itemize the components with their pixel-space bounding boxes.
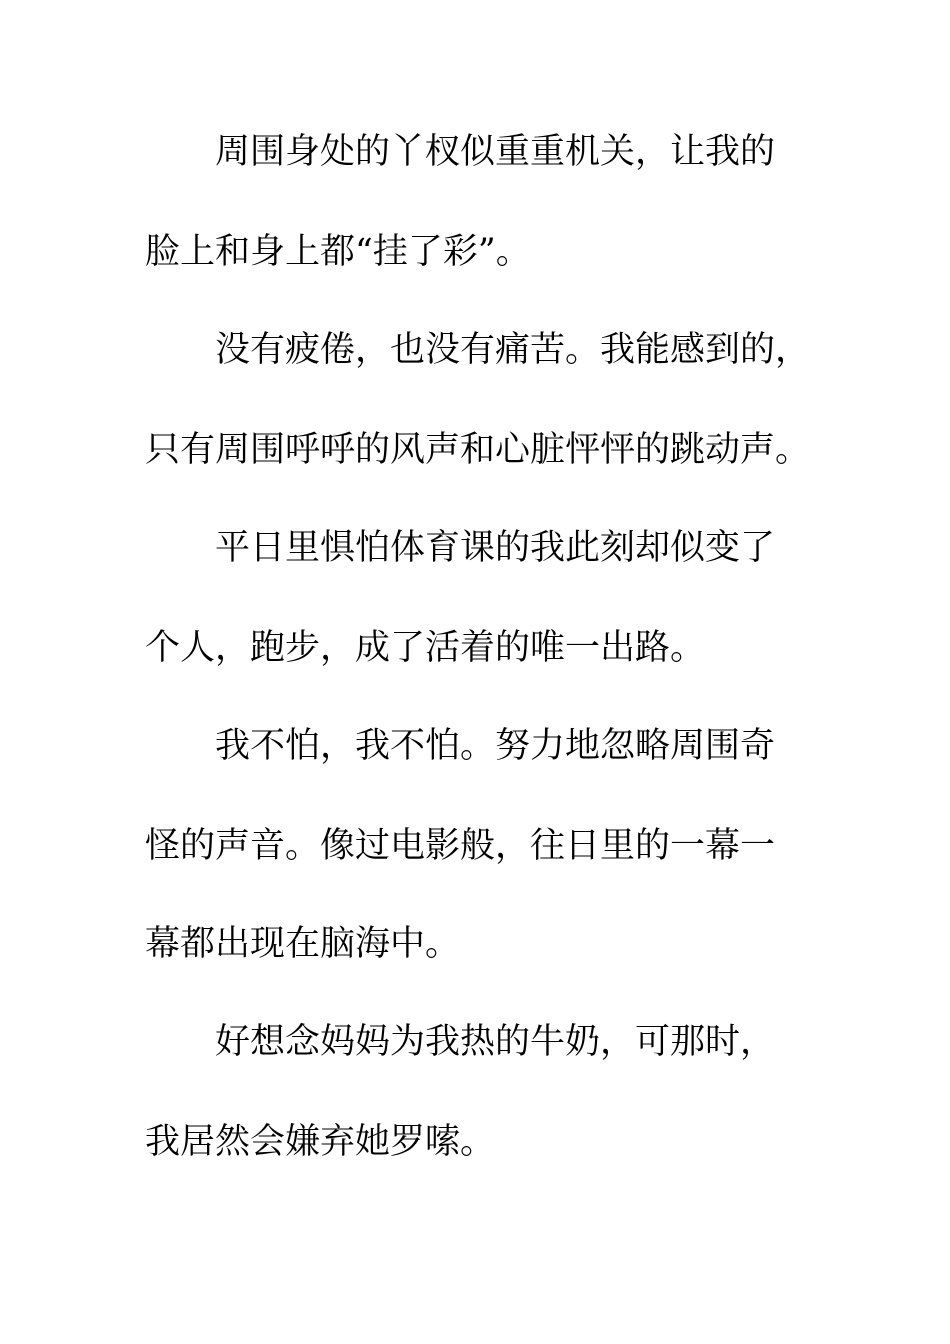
paragraph-1-line-2: 脸上和身上都“挂了彩”。 <box>145 232 531 272</box>
paragraph-4-line-1: 我不怕，我不怕。努力地忽略周围奇 <box>215 726 776 766</box>
paragraph-5-line-1: 好想念妈妈为我热的牛奶，可那时， <box>215 1022 776 1062</box>
paragraph-2-line-2: 只有周围呼呼的风声和心脏怦怦的跳动声。 <box>145 430 811 470</box>
paragraph-4-line-2: 怪的声音。像过电影般，往日里的一幕一 <box>145 826 776 866</box>
paragraph-1-line-1: 周围身处的丫杈似重重机关，让我的 <box>215 132 776 172</box>
paragraph-3-line-2: 个人，跑步，成了活着的唯一出路。 <box>145 628 706 668</box>
paragraph-2-line-1: 没有疲倦，也没有痛苦。我能感到的， <box>215 330 811 370</box>
paragraph-3-line-1: 平日里惧怕体育课的我此刻却似变了 <box>215 528 776 568</box>
paragraph-5-line-2: 我居然会嫌弃她罗嗦。 <box>145 1122 496 1162</box>
paragraph-4-line-3: 幕都出现在脑海中。 <box>145 924 461 964</box>
